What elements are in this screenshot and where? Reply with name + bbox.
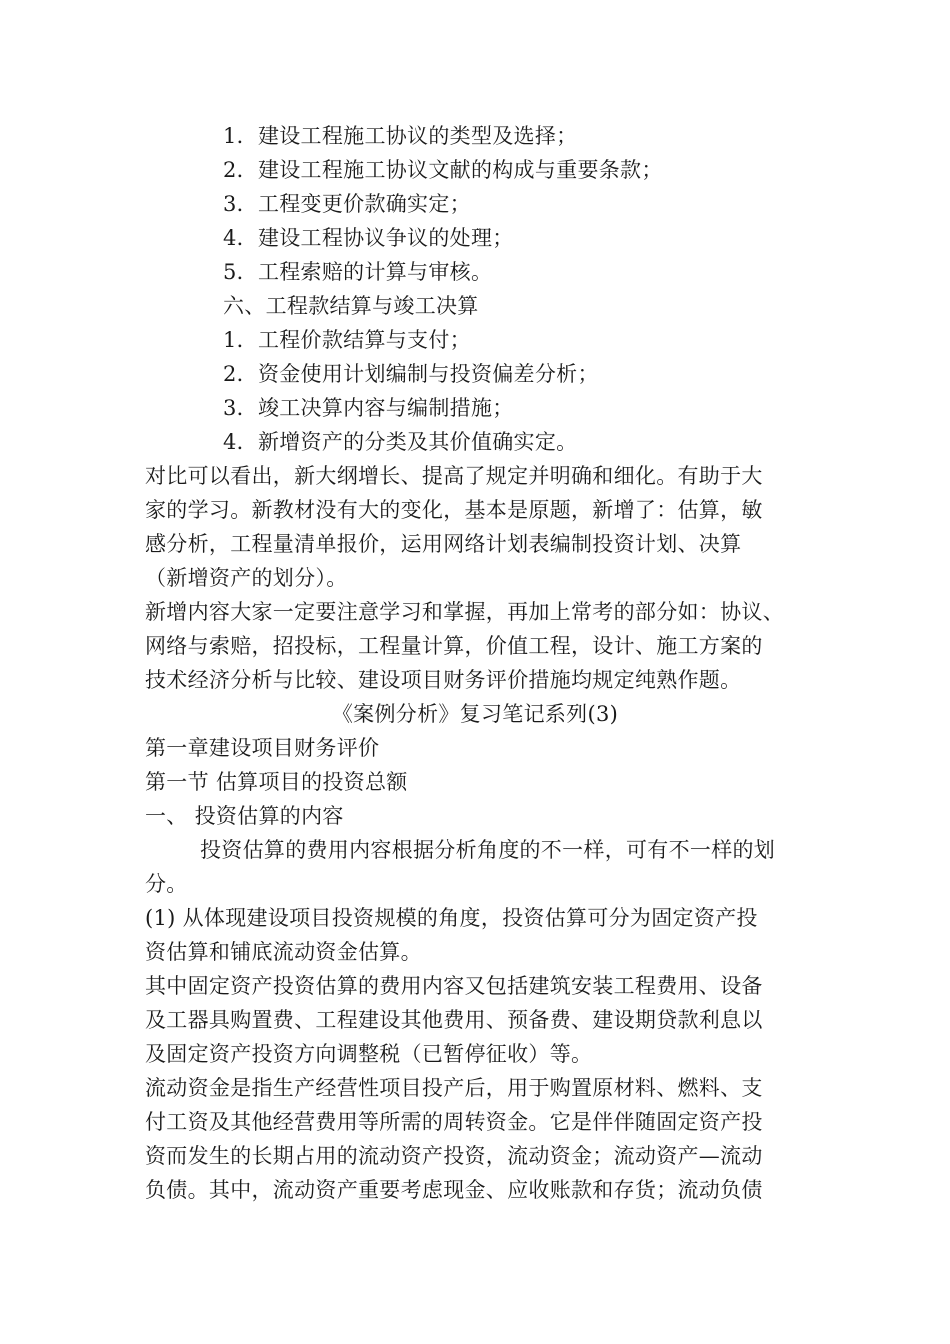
list-item: 3．工程变更价款确实定；	[223, 192, 471, 216]
list-item: 4．建设工程协议争议的处理；	[223, 226, 514, 250]
list-item: 1．建设工程施工协议的类型及选择；	[223, 124, 578, 148]
paragraph-line: 及固定资产投资方向调整税（已暂停征收）等。	[145, 1042, 593, 1066]
paragraph-line: 及工器具购置费、工程建设其他费用、预备费、建设期贷款利息以	[145, 1008, 763, 1032]
section-heading: 六、工程款结算与竣工决算	[223, 294, 479, 318]
paragraph-line: 技术经济分析与比较、建设项目财务评价措施均规定纯熟作题。	[145, 668, 742, 692]
paragraph-line: 家的学习。新教材没有大的变化，基本是原题，新增了：估算，敏	[145, 498, 763, 522]
paragraph-line: 投资估算的费用内容根据分析角度的不一样，可有不一样的划	[200, 838, 776, 862]
paragraph-line: （新增资产的划分）。	[145, 566, 348, 590]
subsection-heading: 一、 投资估算的内容	[145, 804, 344, 828]
paragraph-line: 感分析，工程量清单报价，运用网络计划表编制投资计划、决算	[145, 532, 742, 556]
paragraph-line: 新增内容大家一定要注意学习和掌握，再加上常考的部分如：协议、	[145, 600, 784, 624]
paragraph-line: 资而发生的长期占用的流动资产投资，流动资金；流动资产—流动	[145, 1144, 763, 1168]
section-heading: 第一节 估算项目的投资总额	[145, 770, 408, 794]
paragraph-line: (1) 从体现建设项目投资规模的角度，投资估算可分为固定资产投	[145, 906, 758, 930]
list-item: 5．工程索赔的计算与审核。	[223, 260, 493, 284]
paragraph-line: 网络与索赔，招投标，工程量计算，价值工程，设计、施工方案的	[145, 634, 763, 658]
list-item: 2．资金使用计划编制与投资偏差分析；	[223, 362, 599, 386]
chapter-heading: 第一章建设项目财务评价	[145, 736, 380, 760]
document-title: 《案例分析》复习笔记系列(3)	[331, 702, 619, 726]
paragraph-line: 其中固定资产投资估算的费用内容又包括建筑安装工程费用、设备	[145, 974, 763, 998]
paragraph-line: 资估算和铺底流动资金估算。	[145, 940, 422, 964]
list-item: 3．竣工决算内容与编制措施；	[223, 396, 514, 420]
list-item: 4．新增资产的分类及其价值确实定。	[223, 430, 578, 454]
paragraph-line: 对比可以看出，新大纲增长、提高了规定并明确和细化。有助于大	[145, 464, 763, 488]
paragraph-line: 分。	[145, 872, 188, 896]
paragraph-line: 付工资及其他经营费用等所需的周转资金。它是伴伴随固定资产投	[145, 1110, 763, 1134]
paragraph-line: 流动资金是指生产经营性项目投产后，用于购置原材料、燃料、支	[145, 1076, 763, 1100]
list-item: 2．建设工程施工协议文献的构成与重要条款；	[223, 158, 663, 182]
paragraph-line: 负债。其中，流动资产重要考虑现金、应收账款和存货；流动负债	[145, 1178, 763, 1202]
list-item: 1．工程价款结算与支付；	[223, 328, 471, 352]
